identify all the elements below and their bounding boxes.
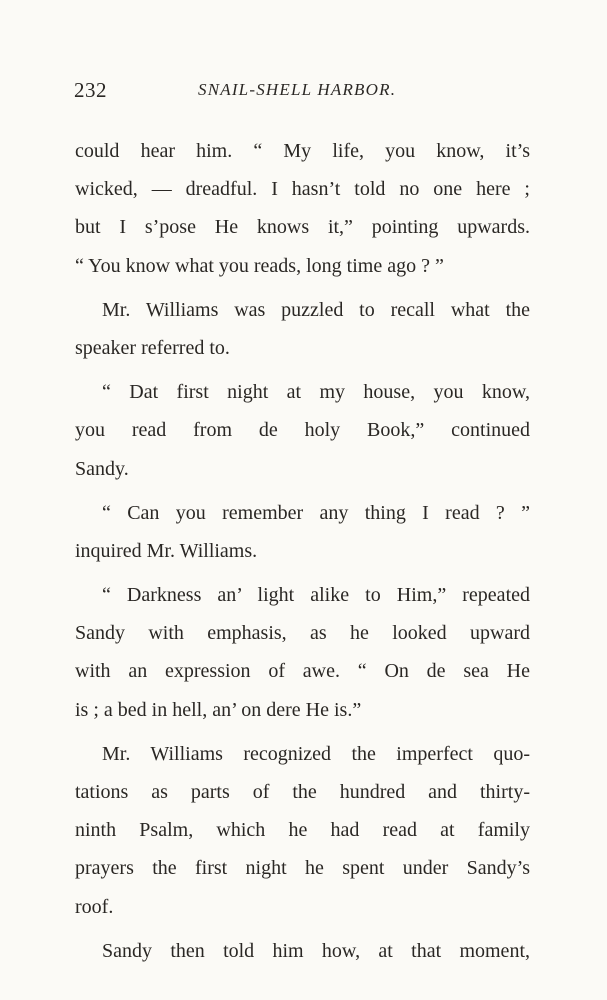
text-line: inquired Mr. Williams. — [75, 539, 258, 562]
text-line: Mr. Williams was puzzled to recall what the — [102, 298, 530, 321]
text-line: but I s’pose He knows it,” pointing upwards. — [75, 216, 530, 239]
running-title: SNAIL-SHELL HARBOR. — [198, 80, 397, 99]
text-line: Sandy then told him how, at that moment, — [102, 939, 530, 962]
text-line: speaker referred to. — [75, 336, 230, 359]
text-line: tations as parts of the hundred and thirty- — [75, 781, 530, 803]
text-line: “ You know what you reads, long time ago ? ” — [75, 254, 444, 277]
text-line: wicked, — dreadful. I hasn’t told no one here ; — [75, 178, 530, 201]
text-line: prayers the first night he spent under Sandy’s — [75, 857, 530, 880]
text-line: roof. — [75, 895, 114, 918]
text-line: is ; a bed in hell, an’ on dere He is.” — [75, 698, 362, 721]
body-text — [75, 132, 530, 970]
text-line: Sandy. — [75, 457, 129, 480]
text-line: “ Dat first night at my house, you know, — [102, 381, 530, 404]
text-line: “ Darkness an’ light alike to Him,” repeated — [102, 584, 530, 607]
text-line: Mr. Williams recognized the imperfect quo- — [102, 742, 530, 765]
page-number: 232 — [74, 78, 107, 102]
text-line: “ Can you remember any thing I read ? ” — [102, 501, 530, 524]
text-line: with an expression of awe. “ On de sea He — [75, 660, 530, 683]
text-line: you read from de holy Book,” continued — [75, 419, 530, 442]
running-head — [74, 78, 530, 106]
text-line: ninth Psalm, which he had read at family — [75, 819, 530, 842]
text-line: Sandy with emphasis, as he looked upward — [75, 622, 530, 645]
text-line: could hear him. “ My life, you know, it’s — [75, 140, 530, 162]
